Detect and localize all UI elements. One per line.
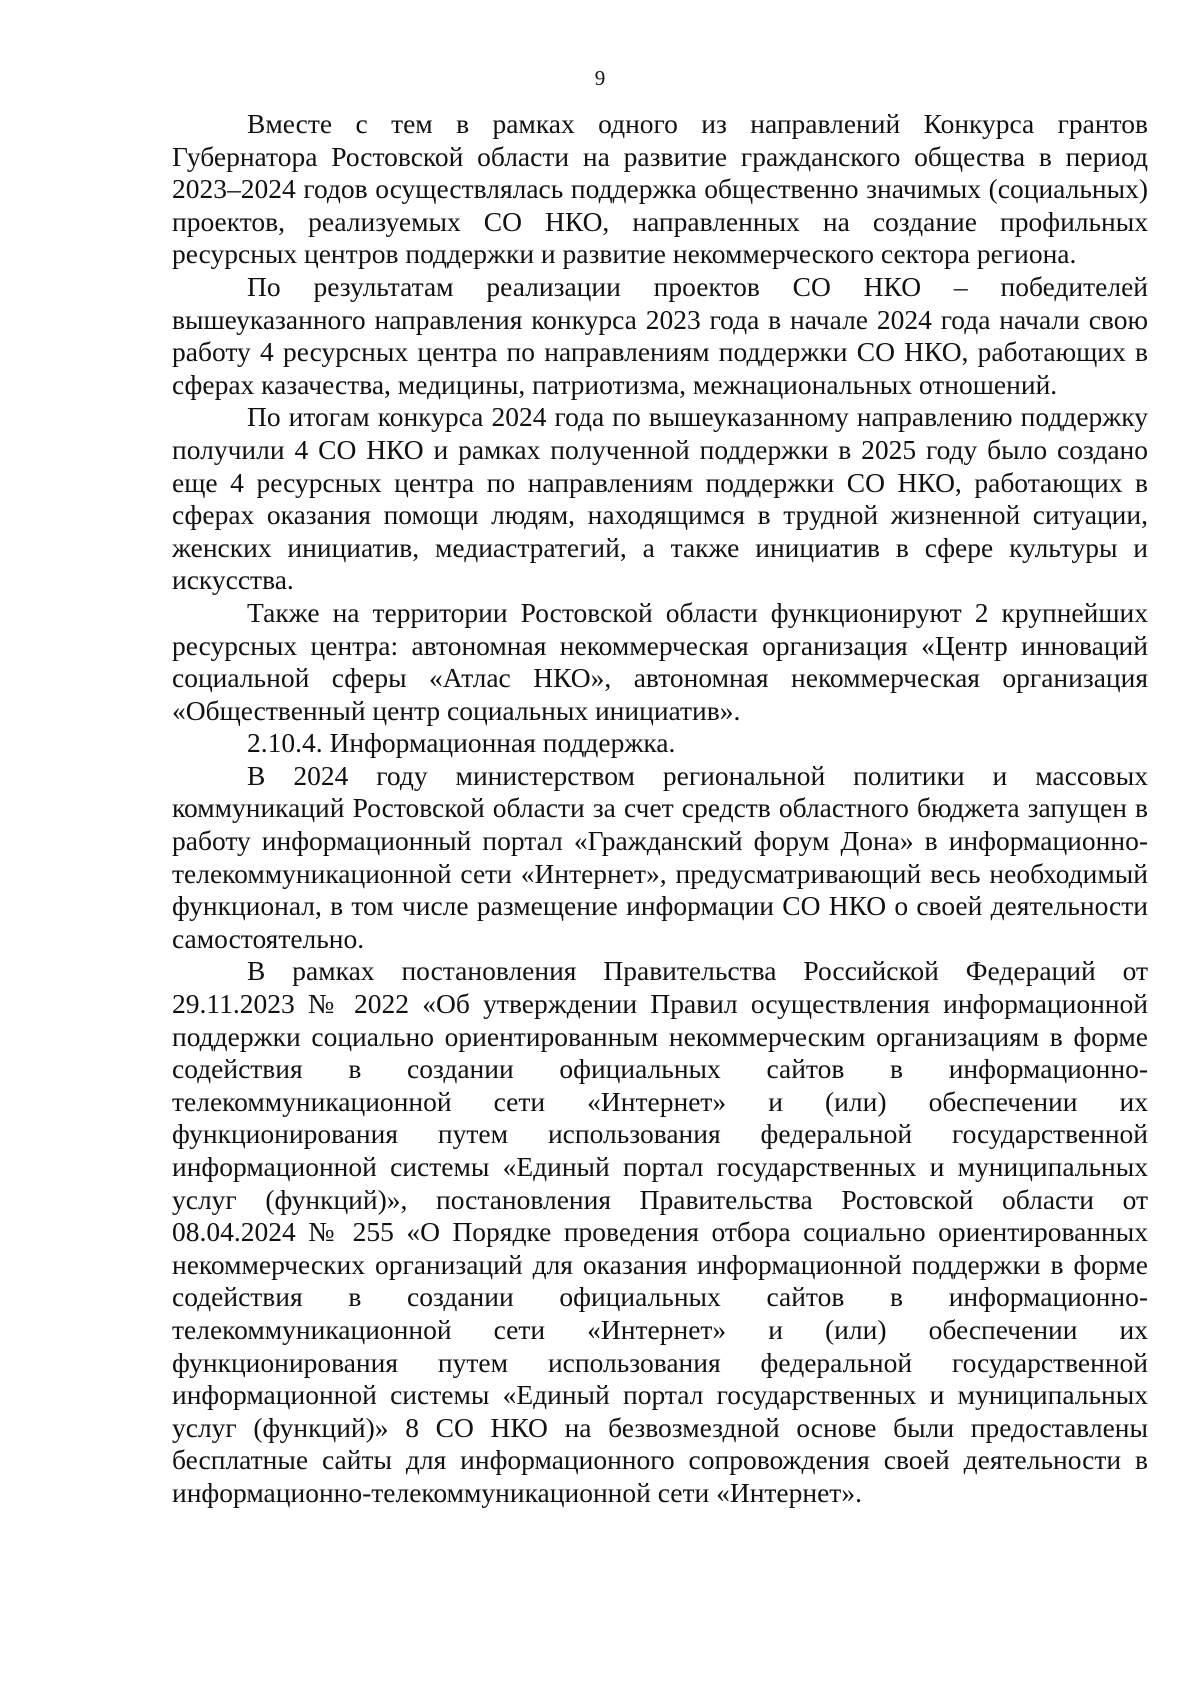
section-heading-information-support: 2.10.4. Информационная поддержка.: [247, 727, 676, 759]
paragraph-grants-program: Вместе с тем в рамках одного из направлений Конкурса грантов Губернатора Ростовской области на развитие гражданского общества в период 2023–2024 годов осуществлялась поддержка общественно значимых (социальных) проектов, реализуемых СО НКО, направленных на создание профильных ресурсных центров поддержки и развитие некоммерческого сектора региона.: [172, 108, 1148, 270]
paragraph-free-websites: В рамках постановления Правительства Российской Федераций от 29.11.2023 № 2022 «Об утверждении Правил осуществления информационной поддержки социально ориентированным некоммерческим организациям в форме содействия в создании официальных сайтов в информационно-телекоммуникационной сети «Интернет» и (или) обеспечении их функционирования путем использования федеральной государственной информационной системы «Единый портал государственных и муниципальных услуг (функций)», постановления Правительства Ростовской области от 08.04.2024 № 255 «О Порядке проведения отбора социально ориентированных некоммерческих организаций для оказания информационной поддержки в форме содействия в создании официальных сайтов в информационно-телекоммуникационной сети «Интернет» и (или) обеспечении их функционирования путем использования федеральной государственной информационной системы «Единый портал государственных и муниципальных услуг (функций)» 8 СО НКО на безвозмездной основе были предоставлены бесплатные сайты для информационного сопровождения своей деятельности в информационно-телекоммуникационной сети «Интернет».: [172, 955, 1148, 1508]
document-body: [172, 108, 1148, 1510]
paragraph-resource-centers-2024: По результатам реализации проектов СО НКО – победителей вышеуказанного направления конкурса 2023 года в начале 2024 года начали свою работу 4 ресурсных центра по направлениям поддержки СО НКО, работающих в сферах казачества, медицины, патриотизма, межнациональных отношений.: [172, 270, 1148, 400]
page-number: 9: [594, 66, 606, 90]
paragraph-largest-resource-centers: Также на территории Ростовской области функционируют 2 крупнейших ресурсных центра: автономная некоммерческая организация «Центр инноваций социальной сферы «Атлас НКО», автономная некоммерческая организация «Общественный центр социальных инициатив».: [172, 596, 1148, 726]
paragraph-resource-centers-2025: По итогам конкурса 2024 года по вышеуказанному направлению поддержку получили 4 СО НКО и рамках полученной поддержки в 2025 году было создано еще 4 ресурсных центра по направлениям поддержки СО НКО, работающих в сферах оказания помощи людям, находящимся в трудной жизненной ситуации, женских инициатив, медиастратегий, а также инициатив в сфере культуры и искусства.: [172, 401, 1148, 596]
paragraph-information-portal: В 2024 году министерством региональной политики и массовых коммуникаций Ростовской области за счет средств областного бюджета запущен в работу информационный портал «Гражданский форум Дона» в информационно-телекоммуникационной сети «Интернет», предусматривающий весь необходимый функционал, в том числе размещение информации СО НКО о своей деятельности самостоятельно.: [172, 759, 1148, 954]
